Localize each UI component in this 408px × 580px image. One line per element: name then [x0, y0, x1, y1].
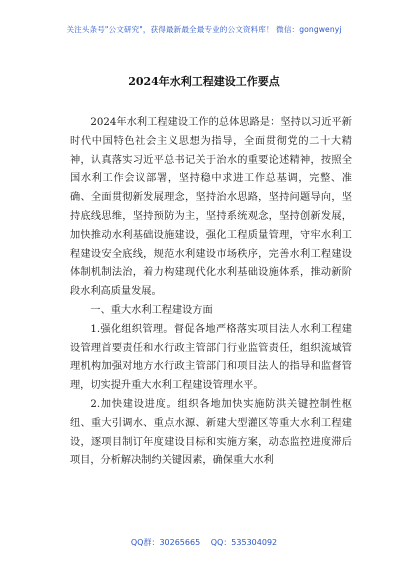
- paragraph-intro: 2024年水利工程建设工作的总体思路是：坚持以习近平新时代中国特色社会主义思想为指导，全面贯彻党的二十大精神，认真落实习近平总书记关于治水的重要论述精神，按照全国水利工作会议部署，坚持稳中求进工作总基调，完整、准确、全面贯彻新发展理念，坚持治水思路，坚持问题导向，坚持底线思维，坚持预防为主，坚持系统观念，坚持创新发展，加快推动水利基础设施建设，强化工程质量管理，守牢水利工程建设安全底线，规范水利建设市场秩序，完善水利工程建设体制机制法治，着力构建现代化水利基础设施体系，推动新阶段水利高质量发展。: [70, 117, 352, 298]
- header-notice: 关注头条号"公文研究"，获得最新最全最专业的公文资料库！ 微信：gongwenyj: [66, 25, 342, 34]
- footer-qq: QQ：535304092: [210, 538, 278, 547]
- footer-qq-group: QQ群：30265665: [130, 538, 201, 547]
- paragraph-item-2: 2.加快建设进度。组织各地加快实施防洪关键控制性枢纽、重大引调水、重点水源、新建大型灌区等重大水利工程建设，逐项目制订年度建设目标和实施方案，动态监控进度滞后项目，分析解决制约关键因素，确保重大水利: [70, 398, 352, 467]
- document-title: 2024年水利工程建设工作要点: [128, 75, 280, 88]
- paragraph-item-1: 1.强化组织管理。督促各地严格落实项目法人水利工程建设管理首要责任和水行政主管部门行业监管责任，组织流域管理机构加强对地方水行政主管部门和项目法人的指导和监督管理，切实提升重大水利工程建设管理水平。: [70, 323, 352, 392]
- section-heading: 一、重大水利工程建设方面: [90, 304, 213, 316]
- document-body: [70, 114, 352, 471]
- footer-contact: [0, 537, 408, 548]
